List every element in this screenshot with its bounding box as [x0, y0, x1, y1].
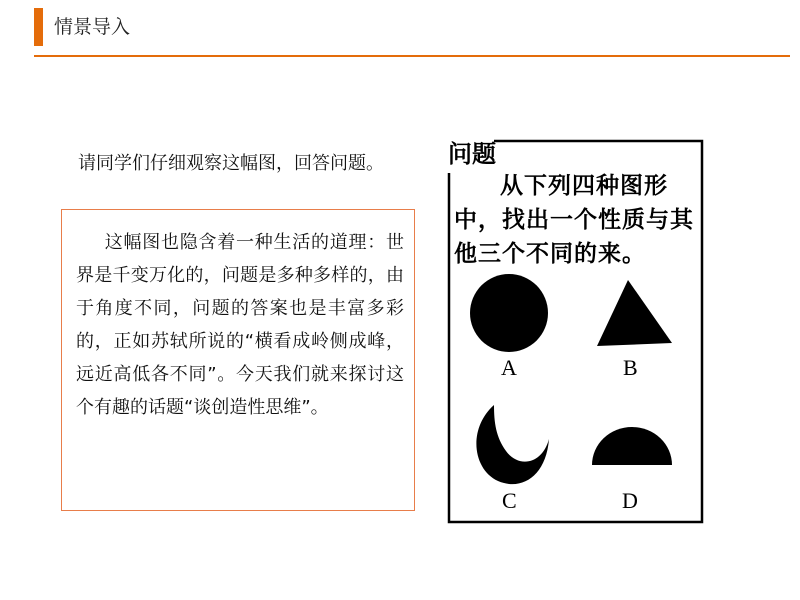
shape-circle	[470, 274, 548, 352]
puzzle-figure	[446, 133, 704, 525]
story-box	[61, 209, 415, 511]
shape-semicircle	[592, 427, 672, 465]
shape-triangle	[597, 280, 672, 346]
option-a-label: A	[501, 355, 517, 380]
question-label: 问题	[448, 139, 496, 168]
title-divider	[34, 55, 790, 57]
page-title: 情景导入	[54, 16, 131, 38]
title-accent-bar	[34, 8, 43, 46]
option-c-label: C	[502, 488, 517, 513]
story-text: 这幅图也隐含着一种生活的道理：世界是千变万化的，问题是多种多样的，由于角度不同，问题的答案也是丰富多彩的，正如苏轼所说的“横看成岭侧成峰，远近高低各不同”。今天我们就来探讨这个有趣的话题“谈创造性思维”。	[76, 232, 404, 418]
intro-text: 请同学们仔细观察这幅图，回答问题。	[78, 153, 384, 174]
question-text: 从下列四种图形中，找出一个性质与其他三个不同的来。	[454, 172, 694, 267]
shape-crescent	[476, 405, 549, 484]
option-d-label: D	[622, 488, 638, 513]
option-b-label: B	[623, 355, 638, 380]
